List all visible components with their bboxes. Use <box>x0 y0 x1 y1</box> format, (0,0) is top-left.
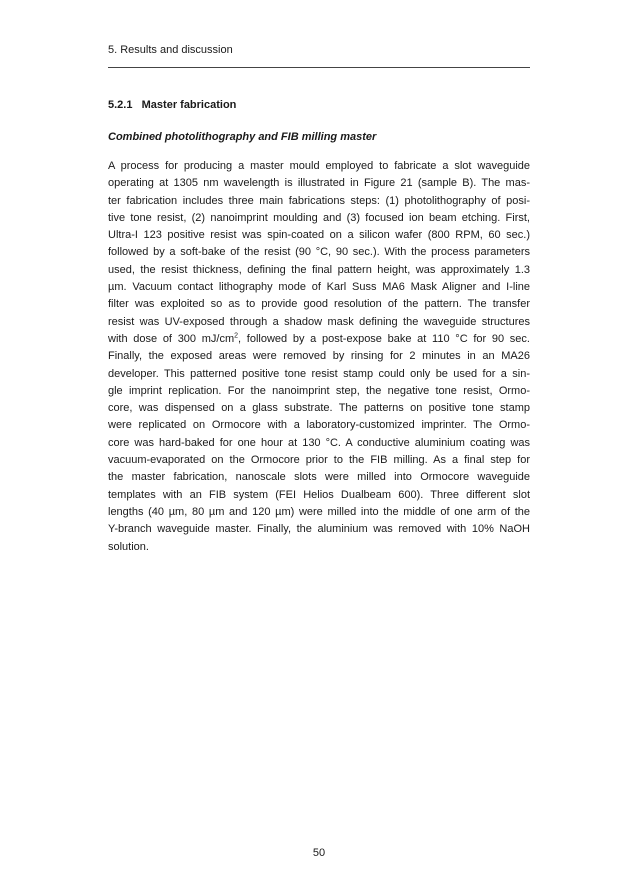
header-rule <box>108 67 530 68</box>
body-line: operating at 1305 nm wavelength is illustrated in Figure 21 (sample B). The mas- <box>108 177 530 190</box>
body-line: used, the resist thickness, defining the final pattern height, was approximately 1.3 <box>108 263 530 276</box>
body-line: were replicated on Ormocore with a laboratory-customized imprinter. The Ormo- <box>108 419 530 432</box>
body-line-superscript <box>108 331 530 348</box>
body-line: Ultra-I 123 positive resist was spin-coated on a silicon wafer (800 RPM, 60 sec.) <box>108 229 530 242</box>
body-line: filter was exploited so as to provide good resolution of the pattern. The transfer <box>108 298 530 311</box>
superscript: 2 <box>234 332 239 340</box>
body-line: templates with an FIB system (FEI Helios Dualbeam 600). Three different slot <box>108 488 530 501</box>
body-line: resist was UV-exposed through a shadow mask defining the waveguide structures <box>108 315 530 328</box>
body-line: gle imprint replication. For the nanoimprint step, the negative tone resist, Ormo- <box>108 384 530 397</box>
body-line: lengths (40 µm, 80 µm and 120 µm) were milled into the middle of one arm of the <box>108 505 530 518</box>
body-line: developer. This patterned positive tone resist stamp could only be used for a sin- <box>108 367 530 380</box>
body-paragraph <box>108 158 530 556</box>
body-line-part: with dose of 300 mJ/cm <box>108 332 235 345</box>
running-header: 5. Results and discussion <box>108 44 233 56</box>
body-line: core, was dispensed on a glass substrate. The patterns on positive tone stamp <box>108 402 530 415</box>
body-line-part: , followed by a post-expose bake at 110 °C for 90 sec. <box>238 332 530 345</box>
body-line: followed by a soft-bake of the resist (90 °C, 90 sec.). With the process parameters <box>108 246 530 259</box>
body-line: Y-branch waveguide master. Finally, the aluminium was removed with 10% NaOH <box>108 523 530 536</box>
body-line: Finally, the exposed areas were removed by rinsing for 2 minutes in an MA26 <box>108 350 530 363</box>
page-number: 50 <box>312 847 326 859</box>
section-heading: 5.2.1 Master fabrication <box>108 99 237 111</box>
body-line: ter fabrication includes three main fabrications steps: (1) photolithography of posi- <box>108 194 530 207</box>
body-line: vacuum-evaporated on the Ormocore prior to the FIB milling. As a final step for <box>108 454 530 467</box>
body-line: the master fabrication, nanoscale slots were milled into Ormocore waveguide <box>108 471 530 484</box>
body-line: A process for producing a master mould employed to fabricate a slot waveguide <box>108 160 530 172</box>
sub-heading: Combined photolithography and FIB milling master <box>108 131 377 143</box>
body-line: solution. <box>108 540 149 553</box>
body-line: core was hard-baked for one hour at 130 °C. A conductive aluminium coating was <box>108 436 530 449</box>
body-line: µm. Vacuum contact lithography mode of Karl Suss MA6 Mask Aligner and I-line <box>108 281 530 294</box>
body-line: tive tone resist, (2) nanoimprint moulding and (3) focused ion beam etching. First, <box>108 211 530 224</box>
